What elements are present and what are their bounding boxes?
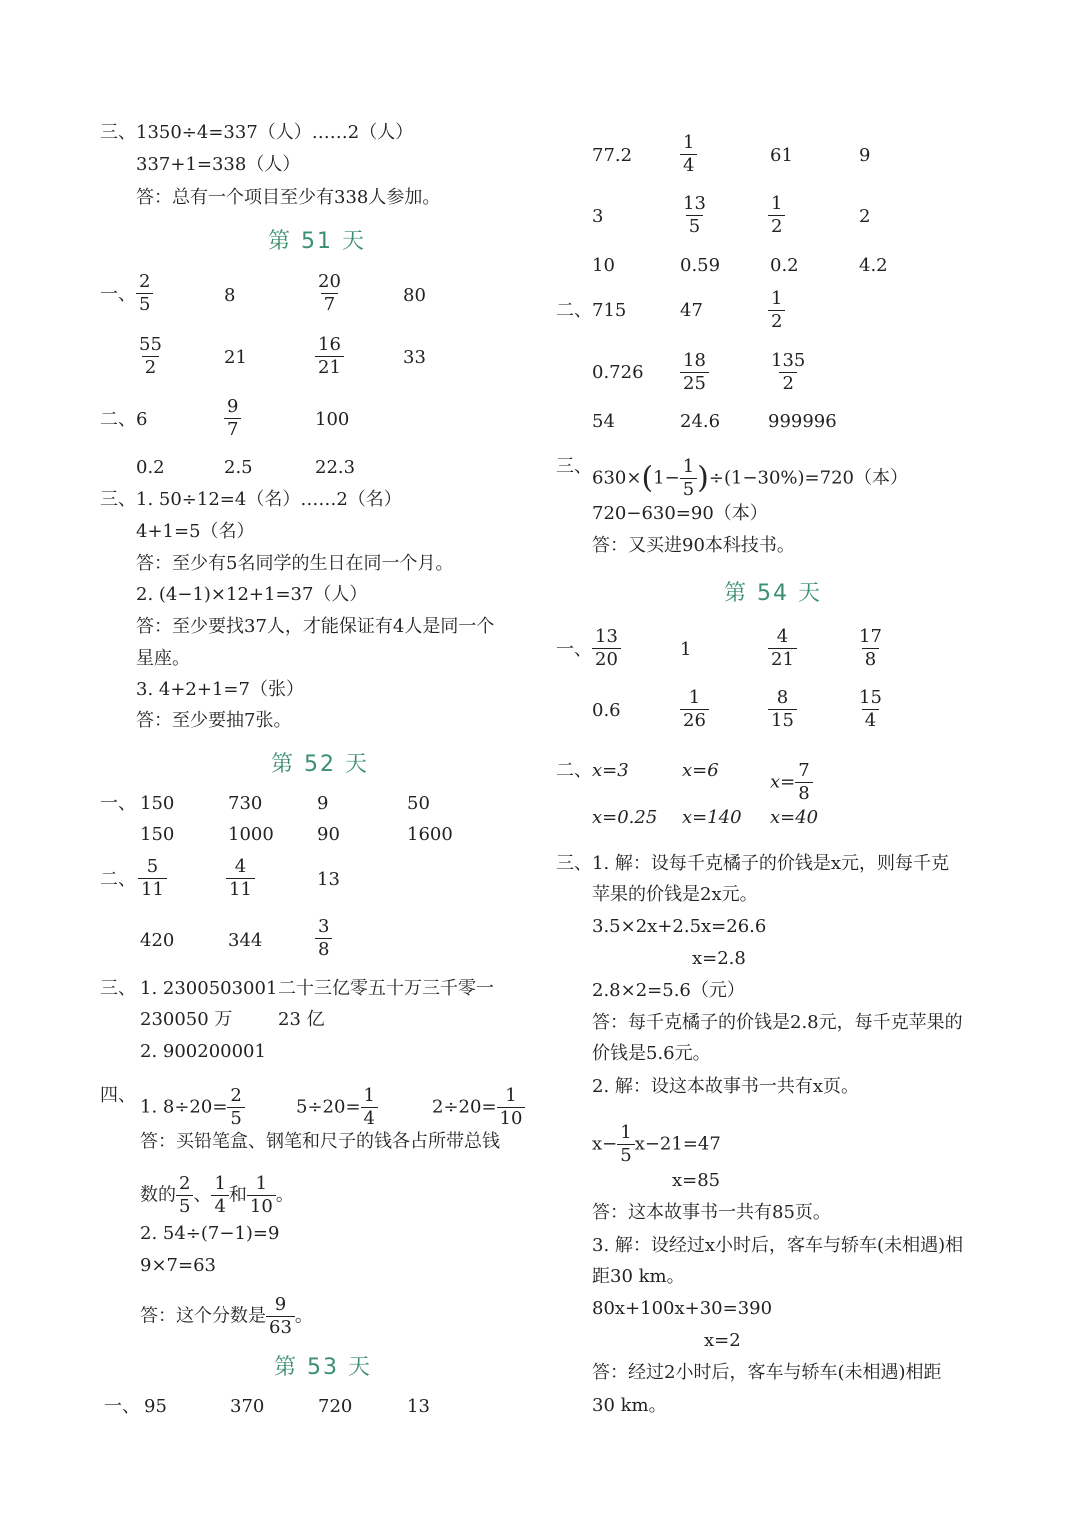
answer-value: x=0.25 bbox=[592, 807, 658, 828]
answer-value: 999996 bbox=[768, 411, 837, 432]
answer-line: 1. 2300503001 bbox=[140, 978, 278, 999]
answer-line: 2. (4−1)×12+1=37（人） bbox=[136, 584, 368, 605]
answer-line: x=2 bbox=[704, 1330, 741, 1351]
answer-value: 13 bbox=[317, 869, 340, 890]
answer-value: 54 bbox=[592, 411, 615, 432]
answer-value: 0.59 bbox=[680, 255, 721, 276]
answer-line: 80x+100x+30=390 bbox=[592, 1298, 773, 1319]
answer-line: 答：至少要抽7张。 bbox=[136, 710, 292, 731]
section-label: 一、 bbox=[104, 1396, 140, 1417]
answer-value: 80 bbox=[403, 285, 426, 306]
answer-value: 9 bbox=[317, 793, 329, 814]
section-label: 二、 bbox=[556, 760, 592, 781]
fraction: $\frac{4}{11}$ bbox=[226, 858, 255, 899]
answer-value: 100 bbox=[315, 409, 350, 430]
answer-line: 2.8×2=5.6（元） bbox=[592, 980, 745, 1001]
equation: 5÷20= $\frac{1}{4}$ bbox=[296, 1087, 378, 1128]
answer-value: 61 bbox=[770, 145, 793, 166]
equation: x= $\frac{7}{8}$ bbox=[770, 762, 813, 803]
answer-value: 77.2 bbox=[592, 145, 633, 166]
answer-value: x=6 bbox=[682, 760, 719, 781]
answer-line: 答：又买进90本科技书。 bbox=[592, 535, 795, 556]
section-label: 一、 bbox=[100, 284, 136, 305]
answer-value: 9 bbox=[859, 145, 871, 166]
answer-line: 1. 解：设每千克橘子的价钱是x元，则每千克 bbox=[592, 853, 950, 874]
answer-line: 23 亿 bbox=[278, 1009, 325, 1030]
answer-value: 3 bbox=[592, 206, 604, 227]
answer-value: x=40 bbox=[770, 807, 819, 828]
section-label: 三、 bbox=[100, 122, 136, 143]
answer-line: 答：买铅笔盒、钢笔和尺子的钱各占所带总钱 bbox=[140, 1131, 500, 1152]
fraction: $\frac{1}{2}$ bbox=[768, 290, 785, 331]
section-label: 二、 bbox=[556, 300, 592, 321]
answer-value: 150 bbox=[140, 824, 175, 845]
answer-value: 730 bbox=[228, 793, 263, 814]
answer-line: x=85 bbox=[672, 1170, 721, 1191]
answer-line: 337+1=338（人） bbox=[136, 154, 301, 175]
answer-value: 47 bbox=[680, 300, 703, 321]
answer-value: 0.726 bbox=[592, 362, 644, 383]
answer-value: 95 bbox=[144, 1396, 167, 1417]
answer-line: 4+1=5（名） bbox=[136, 521, 255, 542]
answer-value: 2.5 bbox=[224, 457, 253, 478]
day-53-title: 第 53 天 bbox=[274, 1355, 372, 1380]
answer-value: 344 bbox=[228, 930, 263, 951]
day-52-title: 第 52 天 bbox=[271, 752, 369, 777]
answer-line: 数的 $\frac{2}{5}$ 、 $\frac{1}{4}$ 和 $\frac{1}{10}$ 。 bbox=[140, 1173, 294, 1217]
answer-line: 2. 54÷(7−1)=9 bbox=[140, 1223, 280, 1244]
fraction: $\frac{13}{5}$ bbox=[683, 193, 706, 237]
answer-value: 0.2 bbox=[136, 457, 165, 478]
answer-value: 6 bbox=[136, 409, 148, 430]
equation: 2÷20= $\frac{1}{10}$ bbox=[432, 1087, 525, 1128]
fraction: $\frac{20}{7}$ bbox=[318, 271, 341, 315]
fraction: $\frac{8}{15}$ bbox=[768, 689, 797, 730]
answer-value: 13 bbox=[407, 1396, 430, 1417]
section-label: 一、 bbox=[556, 639, 592, 660]
answer-value: 420 bbox=[140, 930, 175, 951]
answer-value: 720 bbox=[318, 1396, 353, 1417]
answer-line: 2. 900200001 bbox=[140, 1041, 266, 1062]
answer-line: x=2.8 bbox=[692, 948, 746, 969]
answer-line: 答：这本故事书一共有85页。 bbox=[592, 1202, 831, 1223]
fraction: $\frac{17}{8}$ bbox=[859, 626, 882, 670]
answer-line: 2. 解：设这本故事书一共有x页。 bbox=[592, 1076, 860, 1097]
answer-line: 价钱是5.6元。 bbox=[592, 1043, 711, 1064]
answer-line: 230050 万 bbox=[140, 1009, 233, 1030]
answer-value: 50 bbox=[407, 793, 430, 814]
answer-line: 距30 km。 bbox=[592, 1266, 685, 1287]
answer-line: 二十三亿零五十万三千零一 bbox=[278, 978, 494, 999]
answer-line: 30 km。 bbox=[592, 1395, 667, 1416]
equation: 1. 8÷20= $\frac{2}{5}$ bbox=[140, 1087, 245, 1128]
answer-line: 720−630=90（本） bbox=[592, 503, 768, 524]
answer-value: 1600 bbox=[407, 824, 453, 845]
equation: x− $\frac{1}{5}$ x−21=47 bbox=[592, 1122, 721, 1166]
fraction: $\frac{18}{25}$ bbox=[680, 352, 709, 393]
section-label: 三、 bbox=[556, 456, 592, 477]
answer-value: 10 bbox=[592, 255, 615, 276]
fraction: $\frac{9}{7}$ bbox=[224, 398, 241, 439]
answer-line: 星座。 bbox=[136, 648, 190, 669]
section-label: 三、 bbox=[100, 489, 136, 510]
answer-line: 苹果的价钱是2x元。 bbox=[592, 884, 758, 905]
section-label: 二、 bbox=[100, 409, 136, 430]
answer-value: 0.6 bbox=[592, 700, 621, 721]
answer-line: 答：每千克橘子的价钱是2.8元，每千克苹果的 bbox=[592, 1012, 963, 1033]
answer-line: 答：这个分数是 $\frac{9}{63}$ 。 bbox=[140, 1294, 313, 1338]
answer-value: 24.6 bbox=[680, 411, 721, 432]
section-label: 二、 bbox=[100, 869, 136, 890]
answer-line: 3. 4+2+1=7（张） bbox=[136, 679, 304, 700]
fraction: $\frac{13}{20}$ bbox=[592, 628, 621, 669]
answer-line: 答：经过2小时后，客车与轿车(未相遇)相距 bbox=[592, 1362, 942, 1383]
equation: 630×(1− $\frac{1}{5}$ )÷(1−30%)=720（本） bbox=[592, 456, 908, 500]
fraction: $\frac{1}{26}$ bbox=[680, 689, 709, 730]
section-label: 一、 bbox=[100, 793, 136, 814]
answer-value: x=140 bbox=[682, 807, 742, 828]
answer-value: 90 bbox=[317, 824, 340, 845]
fraction: $\frac{1}{4}$ bbox=[680, 134, 697, 175]
answer-line: 答：总有一个项目至少有338人参加。 bbox=[136, 187, 441, 208]
answer-value: 1000 bbox=[228, 824, 274, 845]
fraction: $\frac{55}{2}$ bbox=[139, 334, 162, 378]
answer-value: 370 bbox=[230, 1396, 265, 1417]
fraction: $\frac{5}{11}$ bbox=[138, 858, 167, 899]
answer-value: 22.3 bbox=[315, 457, 356, 478]
day-51-title: 第 51 天 bbox=[268, 229, 366, 254]
fraction: $\frac{1}{2}$ bbox=[768, 195, 785, 236]
answer-value: 2 bbox=[859, 206, 871, 227]
answer-line: 答：至少有5名同学的生日在同一个月。 bbox=[136, 553, 454, 574]
fraction: $\frac{3}{8}$ bbox=[315, 918, 332, 959]
fraction: $\frac{135}{2}$ bbox=[771, 350, 806, 394]
answer-value: 33 bbox=[403, 347, 426, 368]
answer-value: x=3 bbox=[592, 760, 629, 781]
fraction: $\frac{2}{5}$ bbox=[136, 273, 153, 314]
answer-line: 3.5×2x+2.5x=26.6 bbox=[592, 916, 767, 937]
fraction: $\frac{16}{21}$ bbox=[315, 336, 344, 377]
section-label: 四、 bbox=[100, 1085, 136, 1106]
answer-line: 3. 解：设经过x小时后，客车与轿车(未相遇)相 bbox=[592, 1235, 964, 1256]
section-label: 三、 bbox=[556, 853, 592, 874]
answer-line: 答：至少要找37人，才能保证有4人是同一个 bbox=[136, 616, 495, 637]
answer-value: 21 bbox=[224, 347, 247, 368]
answer-value: 1 bbox=[680, 639, 692, 660]
answer-line: 1350÷4=337（人）……2（人） bbox=[136, 122, 414, 143]
answer-value: 150 bbox=[140, 793, 175, 814]
answer-value: 8 bbox=[224, 285, 236, 306]
section-label: 三、 bbox=[100, 978, 136, 999]
fraction: $\frac{4}{21}$ bbox=[768, 628, 797, 669]
answer-value: 715 bbox=[592, 300, 627, 321]
fraction: $\frac{15}{4}$ bbox=[859, 687, 882, 731]
day-54-title: 第 54 天 bbox=[724, 581, 822, 606]
answer-value: 4.2 bbox=[859, 255, 888, 276]
answer-value: 0.2 bbox=[770, 255, 799, 276]
answer-line: 1. 50÷12=4（名）……2（名） bbox=[136, 489, 402, 510]
answer-line: 9×7=63 bbox=[140, 1255, 216, 1276]
